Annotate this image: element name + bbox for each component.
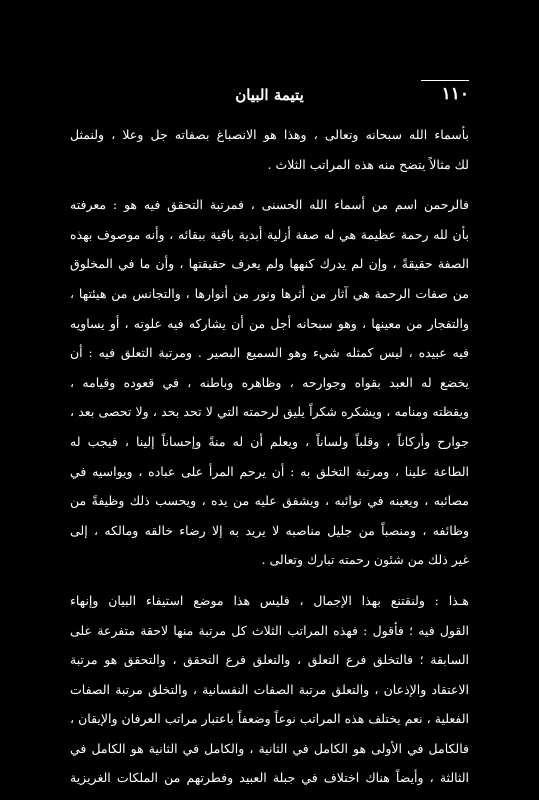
running-title: يتيمة البيان <box>235 86 304 104</box>
text-line: فالرحمن اسم من أسماء الله الحسنى ، فمرتبة التحقق فيه هو : معرفته <box>70 197 469 213</box>
paragraph-gap <box>70 575 469 586</box>
text-line: ويقظته ومنامه ، ويشكره شكراً يليق لرحمته التي لا تحد بحد ، ولا تحصى بعد ، <box>70 404 469 420</box>
header-rule <box>421 80 469 81</box>
page-number: ١١٠ <box>441 84 469 104</box>
text-line: والتفجار من معينها ، وهو سبحانه أجل من أن يشاركه فيه علوته ، أو يساويه <box>70 315 469 331</box>
text-line: مصائبه ، ويعينه في نوائبه ، ويشفق عليه من يده ، ويحسب ذلك وظيفةً من <box>70 493 469 509</box>
text-line: الثالثة ، وأيضاً هناك اختلاف في جبلة العبيد وفطرتهم من الملكات الغريزية <box>70 770 469 786</box>
text-line: الطاعة علينا ، ومرتبة التخلق به : أن يرحم المرأ على عباده ، ويواسيه في <box>70 463 469 479</box>
text-line: القول فيه ؛ فأقول : فهذه المراتب الثلاث كل مرتبة منها لاحقة متفرعة على <box>70 622 469 638</box>
paragraph-gap <box>70 179 469 190</box>
paragraph-2 <box>70 190 469 575</box>
text-line: من صفات الرحمة هي آثار من أثرها ونور من أنوارها ، والتجانس من هيئتها ، <box>70 285 469 301</box>
text-line: يخضع له العبد بقواه وجوارحه ، وظاهره وباطنه ، في قعوده وقيامه ، <box>70 374 469 390</box>
text-line: الصفة حقيقةً ، وإن لم يدرك كنهها ولم يعرف حقيقتها ، وأن ما في المخلوق <box>70 256 469 272</box>
text-line: جوارح وأركاناً ، وقلباً ولساناً ، ويعلم أن له منةً وإحساناً إلينا ، فيجب له <box>70 433 469 449</box>
text-line: الاعتقاد والإذعان ، والتعلق مرتبة الصفات النفسانية ، والتخلق مرتبة الصفات <box>70 681 469 697</box>
text-line: بأن لله رحمة عظيمة هي له صفة أزلية أبدية باقية ببقائه ، وأنه موصوف بهذه <box>70 226 469 242</box>
text-line: فالكامل في الأولى هو الكامل في الثانية ، والكامل في الثانية هو الكامل في <box>70 740 469 756</box>
text-line: غير ذلك من شئون رحمته تبارك وتعالى . <box>261 552 469 568</box>
text-line: الفعلية ، نعم يختلف هذه المراتب نوعاً وضعفاً باعتبار مراتب العرفان والإيقان ، <box>70 711 469 727</box>
body-text <box>70 120 469 793</box>
text-line: وظائفه ، ومنصباً من جليل مناصبه لا يريد به إلا رضاء خالقه ومالكه ، إلى <box>70 522 469 538</box>
text-line: فيه عبيده ، ليس كمثله شيء وهو السميع البصير . ومرتبة التعلق فيه : أن <box>70 345 469 361</box>
text-line: السابقة ؛ فالتخلق فرع التعلق ، والتعلق فرع التحقق ، والتحقق هو مرتبة <box>70 652 469 668</box>
text-line: هـذا : ولنقتنع بهذا الإجمال ، فليس هذا موضع استيفاء البيان وإنهاء <box>70 592 469 608</box>
paragraph-1 <box>70 120 469 179</box>
text-line: بأسماء الله سبحانه وتعالى ، وهذا هو الانصباغ بصفاته جل وعلا ، ولنمثل <box>70 127 469 142</box>
paragraph-3 <box>70 586 469 793</box>
text-line: لك مثالاً يتضح منه هذه المراتب الثلاث . <box>267 156 469 172</box>
page-header <box>70 80 469 110</box>
